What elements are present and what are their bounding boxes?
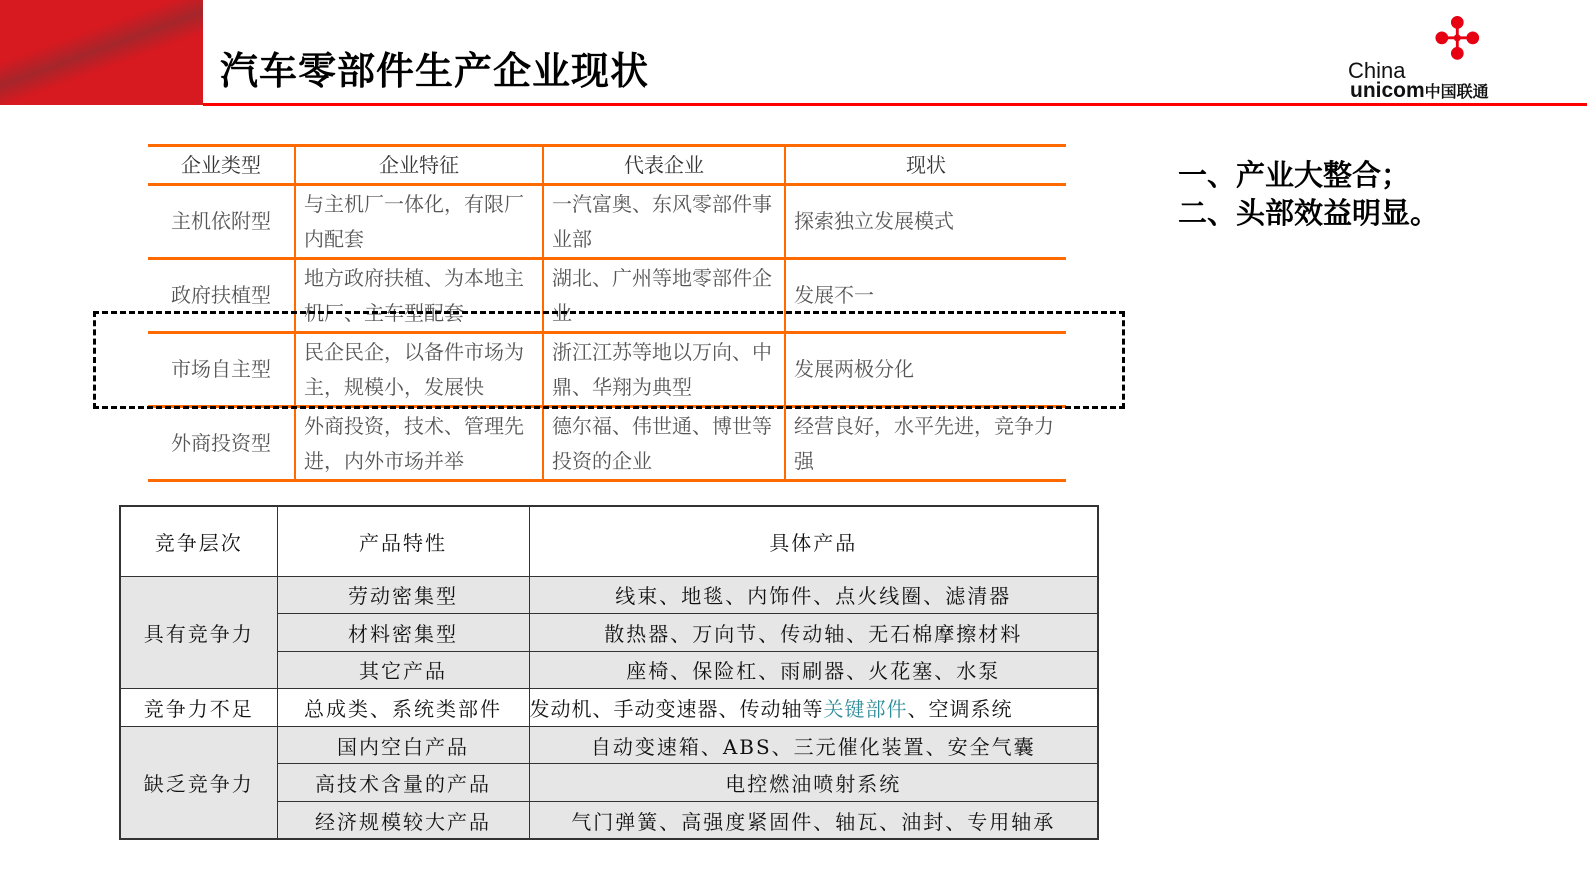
table-row: 经济规模较大产品 气门弹簧、高强度紧固件、轴瓦、油封、专用轴承 [120, 802, 1098, 840]
table-row: 缺乏竞争力 国内空白产品 自动变速箱、ABS、三元催化装置、安全气囊 [120, 726, 1098, 764]
table-row: 外商投资型 外商投资，技术、管理先进，内外市场并举 德尔福、伟世通、博世等投资的企业 经营良好，水平先进，竞争力强 [148, 407, 1066, 481]
key-points: 一、产业大整合； 二、头部效益明显。 [1178, 158, 1440, 230]
table-row: 具有竞争力 劳动密集型 线束、地毯、内饰件、点火线圈、滤清器 [120, 576, 1098, 614]
key-parts-highlight: 关键部件 [823, 697, 908, 722]
highlight-dashed-box [93, 311, 1125, 409]
china-unicom-logo: ✣ China unicom中国联通 [1348, 5, 1489, 102]
table-header-row: 竞争层次 产品特性 具体产品 [120, 506, 1098, 576]
header-red-banner [0, 0, 203, 105]
table-row: 主机依附型 与主机厂一体化，有限厂内配套 一汽富奥、东风零部件事业部 探索独立发展模式 [148, 185, 1066, 259]
table-row: 其它产品 座椅、保险杠、雨刷器、火花塞、水泵 [120, 651, 1098, 689]
table-header-row: 企业类型 企业特征 代表企业 现状 [148, 146, 1066, 185]
unicom-knot-icon: ✣ [1433, 5, 1482, 73]
table-row: 竞争力不足 总成类、系统类部件 发动机、手动变速器、传动轴等关键部件、空调系统 [120, 689, 1098, 727]
table-row: 材料密集型 散热器、万向节、传动轴、无石棉摩擦材料 [120, 614, 1098, 652]
table-row: 政府扶植型 地方政府扶植、为本地主机厂、主车型配套 湖北、广州等地零部件企业 发展不一 [148, 259, 1066, 333]
page-title: 汽车零部件生产企业现状 [220, 49, 650, 93]
table-row: 市场自主型 民企民企，以备件市场为主，规模小，发展快 浙江江苏等地以万向、中鼎、华翔为典型 发展两极分化 [148, 333, 1066, 407]
table-row: 高技术含量的产品 电控燃油喷射系统 [120, 764, 1098, 802]
competitiveness-table [119, 505, 1099, 840]
